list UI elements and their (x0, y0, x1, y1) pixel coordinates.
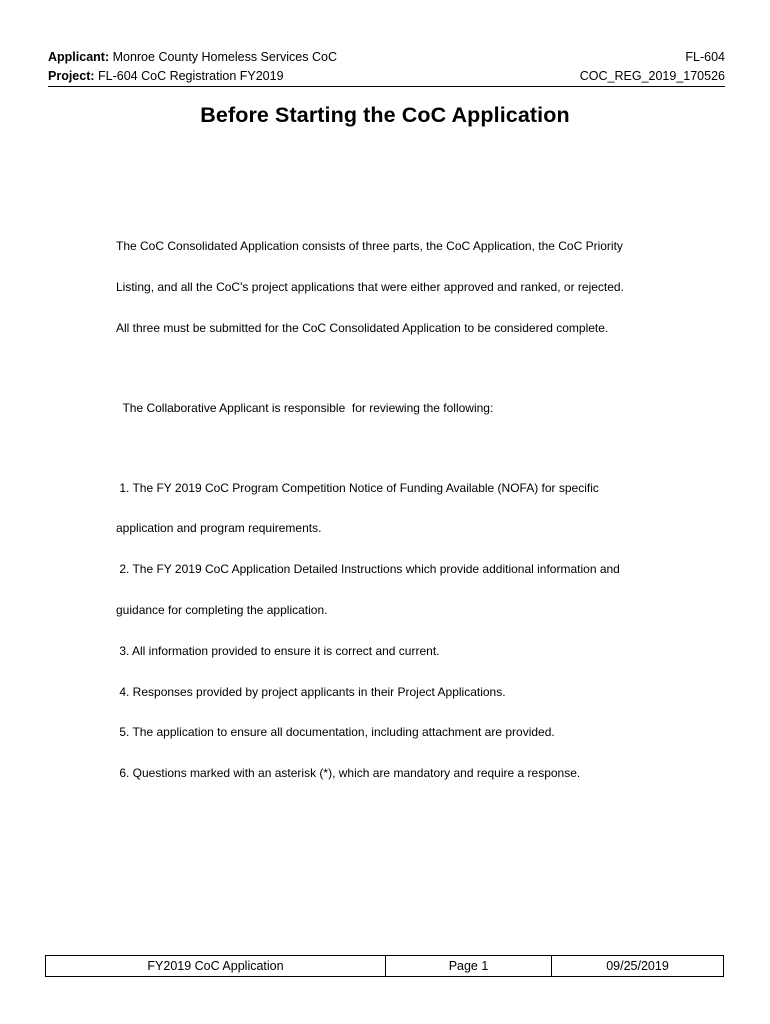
footer-doc-name: FY2019 CoC Application (46, 956, 386, 976)
body-text (116, 213, 676, 794)
list-item-1-line1: 1. The FY 2019 CoC Program Competition Notice of Funding Available (NOFA) for specific (116, 480, 599, 495)
para1-line3: All three must be submitted for the CoC Consolidated Application to be considered complete. (116, 320, 609, 335)
applicant-line (48, 48, 337, 67)
list-item-5: 5. The application to ensure all documentation, including attachment are provided. (116, 725, 555, 740)
header-row-project (48, 67, 725, 86)
applicant-label: Applicant: (48, 50, 110, 64)
para1-line2: Listing, and all the CoC's project applications that were either approved and ranked, or rejected. (116, 279, 624, 294)
page-footer (45, 955, 724, 977)
list-item-3: 3. All information provided to ensure it is correct and current. (116, 643, 440, 658)
footer-page-number: Page 1 (386, 956, 552, 976)
list-item-6: 6. Questions marked with an asterisk (*), which are mandatory and require a response. (116, 766, 581, 781)
applicant-value: Monroe County Homeless Services CoC (109, 50, 337, 64)
project-line (48, 67, 284, 86)
project-value: FL-604 CoC Registration FY2019 (94, 69, 284, 83)
header-code: FL-604 (685, 50, 725, 64)
header-row-applicant (48, 48, 725, 67)
header-reg-id: COC_REG_2019_170526 (579, 69, 725, 83)
list-item-2-line2: guidance for completing the application. (116, 603, 328, 618)
page-title: Before Starting the CoC Application (200, 103, 570, 127)
spacer (116, 363, 676, 375)
list-item-2-line1: 2. The FY 2019 CoC Application Detailed Instructions which provide additional information and (116, 562, 620, 577)
list-item-1-line2: application and program requirements. (116, 521, 322, 536)
para1-line1: The CoC Consolidated Application consists of three parts, the CoC Application, the CoC Priority (116, 239, 623, 254)
list-item-4: 4. Responses provided by project applicants in their Project Applications. (116, 684, 506, 699)
page-header (48, 48, 725, 87)
project-label: Project: (48, 69, 95, 83)
spacer (116, 443, 676, 455)
footer-date: 09/25/2019 (606, 959, 669, 973)
para2: The Collaborative Applicant is responsible for reviewing the following: (116, 400, 494, 415)
